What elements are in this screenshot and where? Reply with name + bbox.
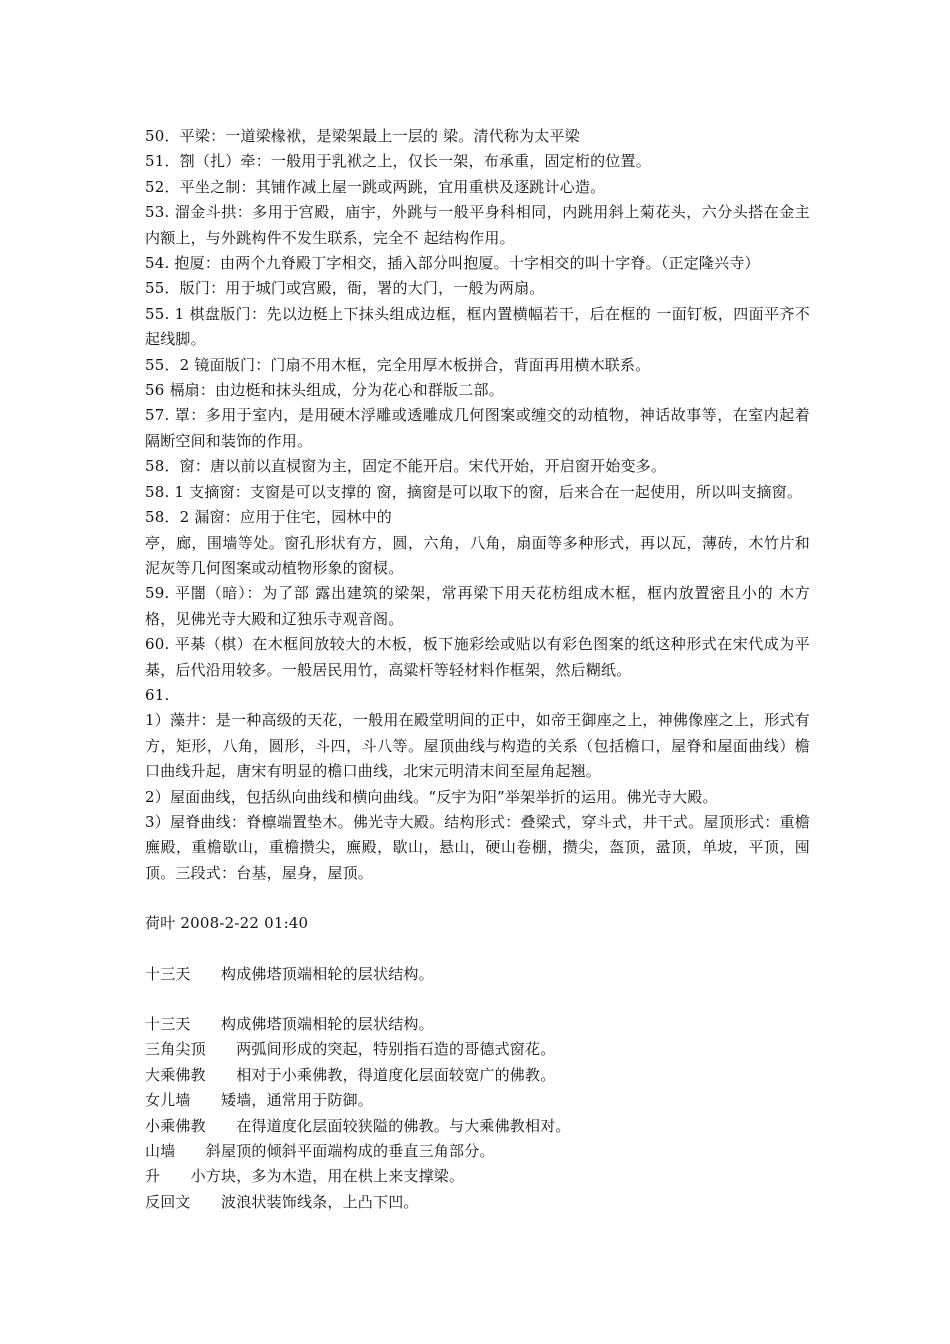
glossary-heading: 十三天 构成佛塔顶端相轮的层状结构。	[145, 964, 434, 983]
glossary-item: 反回文 波浪状装饰线条，上凸下凹。	[145, 1192, 419, 1211]
paragraph-52: 52．平坐之制：其铺作减上屋一跳或两跳，宜用重栱及逐跳计心造。	[145, 177, 606, 196]
paragraph-58: 58．窗：唐以前以直棂窗为主，固定不能开启。宋代开始，开启窗开始变多。	[145, 457, 667, 476]
paragraph-59: 59. 平闇（暗）：为了部 露出建筑的梁架，常再梁下用天花枋组成木框，框内放置密且小的 木方格，见佛光寺大殿和辽独乐寺观音阁。	[145, 584, 810, 628]
paragraph-55-1: 55. 1 棋盘版门：先以边梃上下抹头组成边框，框内置横幅若干，后在框的 一面钉板，四面平齐不起线脚。	[145, 304, 810, 349]
paragraph-54: 54. 抱厦：由两个九脊殿丁字相交，插入部分叫抱厦。十字相交的叫十字脊。（正定隆兴寺）	[145, 254, 760, 273]
glossary-item: 山墙 斜屋顶的倾斜平面端构成的垂直三角部分。	[145, 1142, 495, 1161]
paragraph-58-2: 58．2 漏窗：应用于住宅，园林中的	[145, 508, 392, 527]
paragraph-61-3: 3）屋脊曲线：脊檩端置垫木。佛光寺大殿。结构形式：叠梁式，穿斗式，井干式。屋顶形式：重檐廡殿，重檐歇山，重檐攒尖，廡殿，歇山，悬山，硬山卷棚，攒尖，盔顶，盝顶，单坡，平顶，囤顶。三段式：台基，屋身，屋顶。	[145, 812, 810, 882]
blank-line	[145, 886, 810, 911]
glossary-item: 升 小方块，多为木造，用在栱上来支撑梁。	[145, 1167, 465, 1186]
paragraph-53: 53. 溜金斗拱：多用于宫殿，庙宇，外跳与一般平身科相同，内跳用斜上菊花头，六分头搭在金主内额上，与外跳构件不发生联系，完全不 起结构作用。	[145, 203, 810, 247]
glossary-item: 十三天 构成佛塔顶端相轮的层状结构。	[145, 1015, 434, 1033]
paragraph-55: 55．版门：用于城门或宫殿，衙，署的大门，一般为两扇。	[145, 279, 545, 298]
paragraph-61: 61.	[145, 685, 170, 704]
glossary-item: 女儿墙 矮墙，通常用于防御。	[145, 1091, 374, 1110]
paragraph-51: 51．劄（扎）牵：一般用于乳袱之上，仅长一架，布承重，固定桁的位置。	[145, 152, 651, 171]
glossary-item: 小乘佛教 在得道度化层面较狭隘的佛教。与大乘佛教相对。	[145, 1116, 571, 1135]
paragraph-50: 50．平梁：一道梁椽袱，是梁架最上一层的 梁。清代称为太平梁	[145, 127, 580, 145]
paragraph-55-2: 55．2 镜面版门：门扇不用木框，完全用厚木板拼合，背面再用横木联系。	[145, 355, 651, 374]
glossary-item: 大乘佛教 相对于小乘佛教，得道度化层面较宽广的佛教。	[145, 1065, 556, 1084]
glossary-item: 三角尖顶 两弧间形成的突起，特别指石造的哥德式窗花。	[145, 1040, 556, 1059]
post-meta: 荷叶 2008-2-22 01:40	[145, 914, 309, 933]
blank-line	[145, 987, 810, 1012]
paragraph-61-1: 1）藻井：是一种高级的天花，一般用在殿堂明间的正中，如帝王御座之上，神佛像座之上，形式有方，矩形，八角，圆形，斗四，斗八等。屋顶曲线与构造的关系（包括檐口，屋脊和屋面曲线）檐口曲线升起，唐宋有明显的檐口曲线，北宋元明清末间至屋角起翘。	[145, 711, 810, 781]
paragraph-56: 56 槅扇：由边梃和抹头组成，分为花心和群版二部。	[145, 381, 504, 400]
paragraph-58-2-cont: 亭，廊，围墙等处。窗孔形状有方，圆，六角，八角，扇面等多种形式，再以瓦，薄砖，木竹片和泥灰等几何图案或动植物形象的窗棂。	[145, 533, 810, 577]
paragraph-60: 60. 平棊（棋）在木框间放较大的木板，板下施彩绘或贴以有彩色图案的纸这种形式在宋代成为平棊，后代沿用较多。一般居民用竹，高粱杆等轻材料作框架，然后糊纸。	[145, 635, 810, 679]
paragraph-57: 57. 罩：多用于室内，是用硬木浮雕或透雕成几何图案或缠交的动植物，神话故事等，在室内起着隔断空间和装饰的作用。	[145, 406, 810, 450]
blank-line	[145, 937, 810, 962]
document-body	[145, 124, 810, 1215]
paragraph-58-1: 58. 1 支摘窗：支窗是可以支撑的 窗，摘窗是可以取下的窗，后来合在一起使用，所以叫支摘窗。	[145, 482, 803, 501]
paragraph-61-2: 2）屋面曲线，包括纵向曲线和横向曲线。“反宇为阳”举架举折的运用。佛光寺大殿。	[145, 787, 718, 806]
